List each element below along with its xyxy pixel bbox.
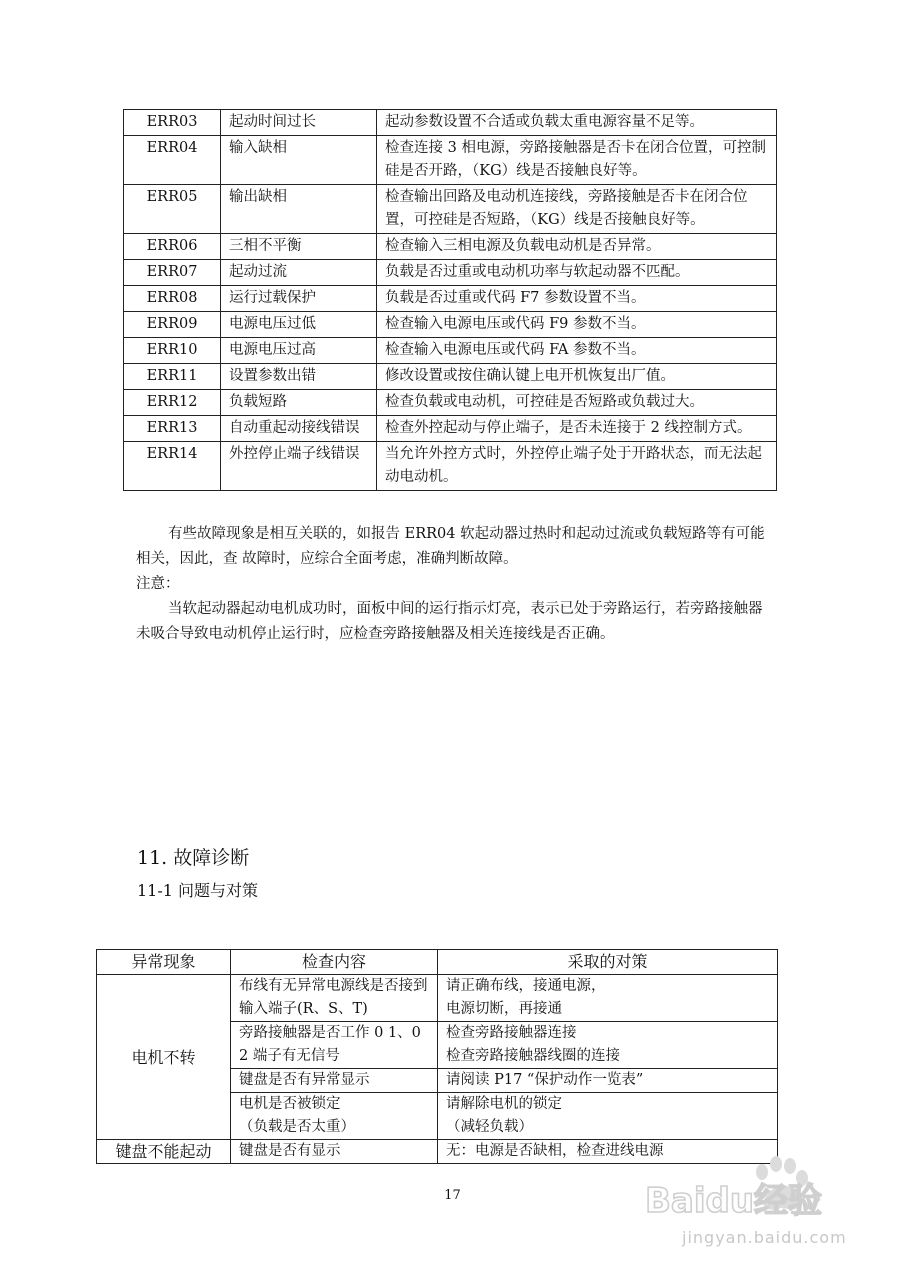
watermark-logo-text: Baidu经验 [645, 1181, 823, 1221]
check-cell: 键盘是否有显示 [231, 1140, 438, 1164]
error-code-cell: ERR05 [124, 185, 221, 234]
error-name-cell: 电源电压过高 [221, 338, 377, 364]
page-number: 17 [444, 1188, 461, 1203]
error-code-cell: ERR03 [124, 110, 221, 136]
diagnosis-row [97, 975, 778, 1022]
error-name-cell: 外控停止端子线错误 [221, 442, 377, 491]
error-row [124, 338, 777, 364]
action-cell [438, 1093, 778, 1140]
header-check: 检查内容 [231, 950, 438, 975]
paragraph-note: 当软起动器起动电机成功时，面板中间的运行指示灯亮，表示已处于旁路运行，若旁路接触器未吸合导致电动机停止运行时，应检查旁路接触器及相关连接线是否正确。 [136, 601, 763, 642]
error-code-cell: ERR04 [124, 136, 221, 185]
error-code-cell: ERR14 [124, 442, 221, 491]
error-row [124, 234, 777, 260]
error-row [124, 260, 777, 286]
check-cell [231, 1093, 438, 1140]
error-name-cell: 三相不平衡 [221, 234, 377, 260]
error-desc-cell: 检查外控起动与停止端子，是否未连接于 2 线控制方式。 [377, 416, 777, 442]
action-line: （减轻负载） [446, 1119, 533, 1135]
error-code-cell: ERR07 [124, 260, 221, 286]
error-desc-cell: 检查输入电源电压或代码 FA 参数不当。 [377, 338, 777, 364]
error-row [124, 442, 777, 491]
error-row [124, 110, 777, 136]
header-symptom: 异常现象 [97, 950, 231, 975]
error-desc-cell: 检查输出回路及电动机连接线，旁路接触是否卡在闭合位置，可控硅是否短路，（KG）线是否接触良好等。 [377, 185, 777, 234]
check-cell: 旁路接触器是否工作 0 1、0 2 端子有无信号 [231, 1022, 438, 1069]
error-desc-cell: 修改设置或按住确认键上电开机恢复出厂值。 [377, 364, 777, 390]
check-cell: 键盘是否有异常显示 [231, 1069, 438, 1093]
error-code-cell: ERR10 [124, 338, 221, 364]
error-name-cell: 运行过载保护 [221, 286, 377, 312]
action-line: 检查旁路接触器连接 [446, 1025, 577, 1041]
error-desc-cell: 起动参数设置不合适或负载太重电源容量不足等。 [377, 110, 777, 136]
error-desc-cell: 检查连接 3 相电源，旁路接触器是否卡在闭合位置，可控制硅是否开路，（KG）线是否接触良好等。 [377, 136, 777, 185]
check-line: （负载是否太重） [239, 1119, 355, 1135]
error-row [124, 364, 777, 390]
symptom-keypad-cannot-start: 键盘不能起动 [97, 1140, 231, 1164]
symptom-motor-not-running: 电机不转 [97, 975, 231, 1140]
error-desc-cell: 检查负载或电动机，可控硅是否短路或负载过大。 [377, 390, 777, 416]
error-row [124, 185, 777, 234]
check-cell: 布线有无异常电源线是否接到输入端子(R、S、T) [231, 975, 438, 1022]
watermark-url: jingyan.baidu.com [682, 1228, 847, 1247]
error-code-cell: ERR08 [124, 286, 221, 312]
action-cell [438, 975, 778, 1022]
paragraph-related-faults: 有些故障现象是相互关联的，如报告 ERR04 软起动器过热时和起动过流或负载短路等有可能相关，因此，查 故障时，应综合全面考虑，准确判断故障。 [136, 526, 765, 567]
error-desc-cell: 当允许外控方式时，外控停止端子处于开路状态，而无法起动电动机。 [377, 442, 777, 491]
error-name-cell: 自动重起动接线错误 [221, 416, 377, 442]
error-name-cell: 起动过流 [221, 260, 377, 286]
error-desc-cell: 检查输入三相电源及负载电动机是否异常。 [377, 234, 777, 260]
note-label: 注意： [136, 576, 180, 592]
action-cell [438, 1022, 778, 1069]
error-name-cell: 起动时间过长 [221, 110, 377, 136]
header-action: 采取的对策 [438, 950, 778, 975]
error-row [124, 390, 777, 416]
action-cell: 请阅读 P17 “保护动作一览表” [438, 1069, 778, 1093]
action-line: 请正确布线，接通电源， [446, 978, 606, 994]
error-row [124, 416, 777, 442]
action-line: 电源切断，再接通 [446, 1001, 562, 1017]
error-code-cell: ERR06 [124, 234, 221, 260]
action-line: 请解除电机的锁定 [446, 1096, 562, 1112]
error-desc-cell: 检查输入电源电压或代码 F9 参数不当。 [377, 312, 777, 338]
action-cell: 无：电源是否缺相，检查进线电源 [438, 1140, 778, 1164]
error-name-cell: 电源电压过低 [221, 312, 377, 338]
section-title: 11. 故障诊断 [137, 847, 250, 869]
error-code-cell: ERR13 [124, 416, 221, 442]
error-name-cell: 输入缺相 [221, 136, 377, 185]
error-name-cell: 输出缺相 [221, 185, 377, 234]
error-row [124, 136, 777, 185]
error-desc-cell: 负载是否过重或电动机功率与软起动器不匹配。 [377, 260, 777, 286]
error-code-cell: ERR09 [124, 312, 221, 338]
error-name-cell: 设置参数出错 [221, 364, 377, 390]
error-code-cell: ERR12 [124, 390, 221, 416]
error-name-cell: 负载短路 [221, 390, 377, 416]
section-subtitle: 11-1 问题与对策 [137, 881, 259, 900]
error-desc-cell: 负载是否过重或代码 F7 参数设置不当。 [377, 286, 777, 312]
error-row [124, 312, 777, 338]
error-code-table [123, 109, 777, 491]
error-row [124, 286, 777, 312]
diagnosis-table [96, 949, 778, 1164]
error-code-cell: ERR11 [124, 364, 221, 390]
diagnosis-header-row [97, 950, 778, 975]
check-line: 电机是否被锁定 [239, 1096, 341, 1112]
action-line: 检查旁路接触器线圈的连接 [446, 1048, 620, 1064]
